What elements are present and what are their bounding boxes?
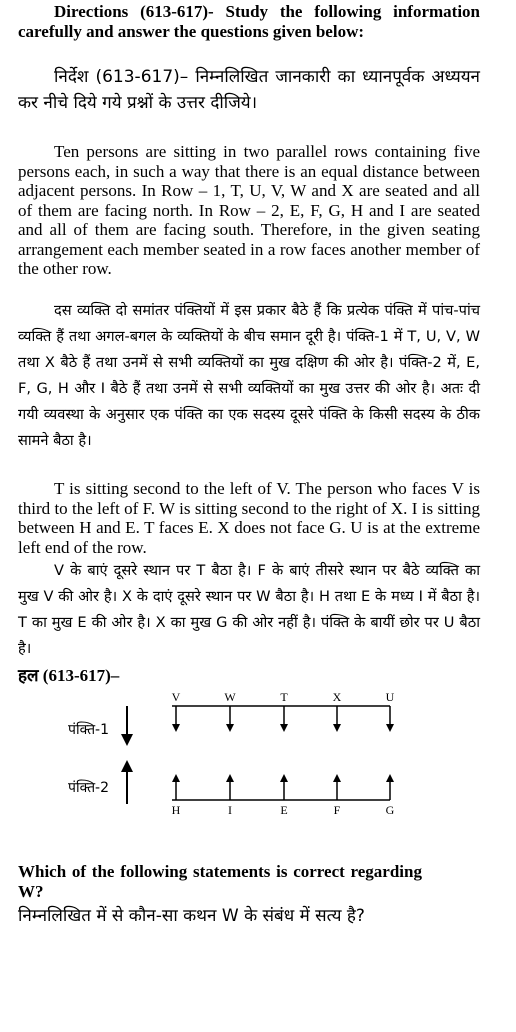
row2-seat-F <box>333 774 341 817</box>
row1-seat-U <box>386 690 395 732</box>
row1-seat-label: T <box>280 690 288 704</box>
row1-label: पंक्ति-1 <box>68 722 110 738</box>
row1-seat-label: V <box>171 690 181 704</box>
row2-seat-E <box>280 774 288 817</box>
directions-english: Directions (613-617)- Study the following information carefully and answer the questions given below: <box>18 2 480 41</box>
question-hindi: निम्नलिखित में से कौन-सा कथन W के संबंध में सत्य है? <box>18 906 365 926</box>
row2-seat-label: E <box>280 803 288 817</box>
passage-english: Ten persons are sitting in two parallel rows containing five persons each, in such a way that there is an equal distance between adjacent persons. In Row – 1, T, U, V, W and X are seated and all of them are facing north. In Row – 2, E, F, G, H and I are seated and all of them are facing south. Therefore, in the given seating arrangement each member seated in a row faces another member of the other row. <box>18 142 480 278</box>
row2-label: पंक्ति-2 <box>68 780 110 796</box>
row1-seat-label: U <box>385 690 395 704</box>
row2-direction-arrow <box>121 760 133 804</box>
row2-seat-G <box>386 774 395 817</box>
passage-hindi: दस व्यक्ति दो समांतर पंक्तियों में इस प्रकार बैठे हैं कि प्रत्येक पंक्ति में पांच-पांच व्यक्ति हैं तथा अगल-बगल के व्यक्तियों के बीच समान दूरी है। पंक्ति-1 में T, U, V, W तथा X बैठे हैं तथा उनमें से सभी व्यक्तियों का मुख दक्षिण की ओर है। पंक्ति-2 में, E, F, G, H और I बैठे हैं तथा उनमें से सभी व्यक्तियों का मुख उत्तर की ओर है। अतः दी गयी व्यवस्था के अनुसार एक पंक्ति का एक सदस्य दूसरे पंक्ति के किसी सदस्य के ठीक सामने बैठा है। <box>18 302 480 449</box>
row1-seat-T <box>280 690 288 732</box>
question-english: Which of the following statements is correct regarding W? <box>18 862 422 901</box>
row2-seat-label: H <box>171 803 181 817</box>
diagram-svg <box>0 686 516 820</box>
row2-seat-H <box>172 774 181 817</box>
row1-direction-arrow <box>121 706 133 746</box>
row1-seat-V <box>172 690 181 732</box>
row1-seat-X <box>333 690 342 732</box>
row1-seat-label: X <box>332 690 342 704</box>
row2-seat-I <box>226 774 234 817</box>
row1-seat-W <box>224 690 236 732</box>
row2-seat-label: F <box>333 803 341 817</box>
directions-hindi: निर्देश (613-617)– निम्नलिखित जानकारी का ध्यानपूर्वक अध्ययन कर नीचे दिये गये प्रश्नों के उत्तर दीजिये। <box>18 67 480 113</box>
row2-seat-label: G <box>385 803 395 817</box>
seating-diagram <box>0 686 516 820</box>
row1-seat-label: W <box>224 690 236 704</box>
row2-seat-label: I <box>228 803 232 817</box>
clues-english: T is sitting second to the left of V. The person who faces V is third to the left of F. W is sitting second to the right of X. I is sitting between H and E. T faces E. X does not face G. U is at the extreme left end of the row. <box>18 479 480 557</box>
solution-heading: हल (613-617)– <box>18 666 120 685</box>
clues-hindi: V के बाएं दूसरे स्थान पर T बैठा है। F के बाएं तीसरे स्थान पर बैठे व्यक्ति का मुख V की ओर है। X के दाएं दूसरे स्थान पर W बैठा है। H तथा E के मध्य I में बैठा है। T का मुख E की ओर है। X का मुख G की ओर नहीं है। पंक्ति के बायीं छोर पर U बैठा है। <box>18 562 480 657</box>
